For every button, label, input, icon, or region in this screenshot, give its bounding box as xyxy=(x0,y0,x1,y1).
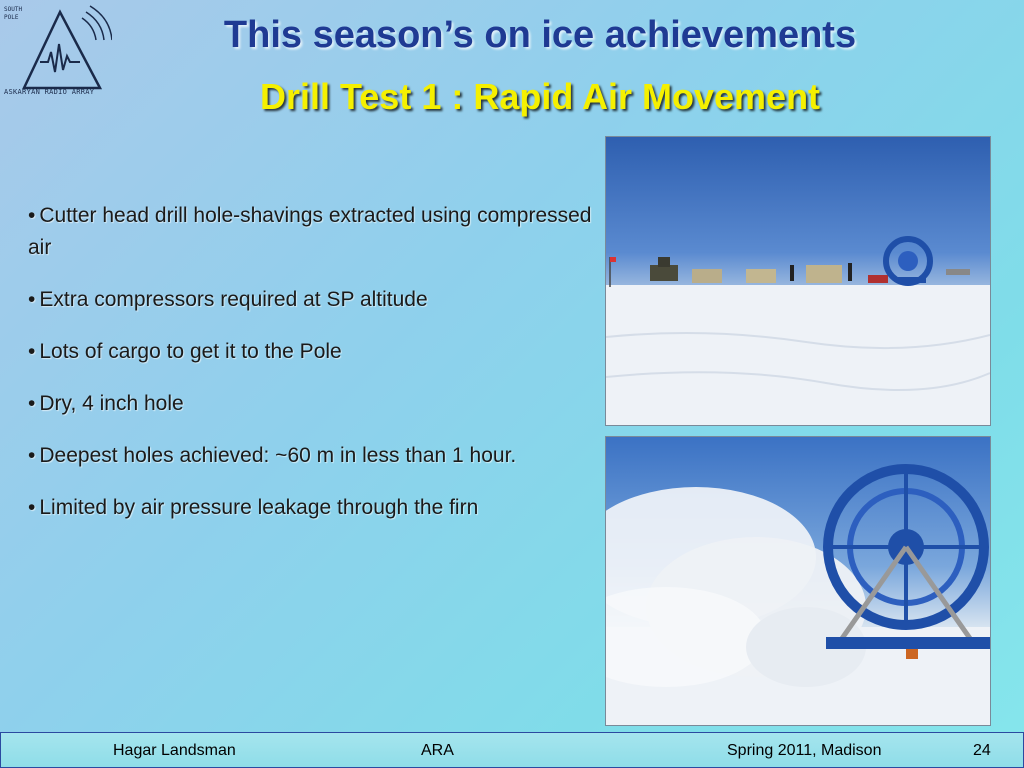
bullet-text: Dry, 4 inch hole xyxy=(39,392,184,415)
drill-convoy-illustration xyxy=(606,137,990,425)
bullet-text: Extra compressors required at SP altitude xyxy=(39,288,428,311)
hose-reel-illustration xyxy=(606,437,990,725)
slide-footer xyxy=(0,732,1024,768)
bullet-item xyxy=(28,200,603,264)
bullet-item xyxy=(28,492,603,524)
footer-page-number: 24 xyxy=(973,742,991,759)
bullet-text: Lots of cargo to get it to the Pole xyxy=(39,340,342,363)
footer-event: Spring 2011, Madison xyxy=(727,742,882,759)
drill-convoy-photo xyxy=(605,136,991,426)
bullet-text: Cutter head drill hole-shavings extracted using compressed air xyxy=(28,204,592,259)
footer-author: Hagar Landsman xyxy=(113,742,236,759)
ara-logo-triangle-icon xyxy=(4,4,112,100)
bullet-dot: • xyxy=(28,496,36,519)
bullet-dot: • xyxy=(28,204,36,227)
bullet-item xyxy=(28,336,603,368)
bullet-dot: • xyxy=(28,444,36,467)
bullet-item xyxy=(28,388,603,420)
bullet-dot: • xyxy=(28,392,36,415)
bullet-dot: • xyxy=(28,340,36,363)
logo-side-text: SOUTH POLE xyxy=(4,6,23,21)
slide-title: This season’s on ice achievements xyxy=(223,14,857,56)
bullet-list xyxy=(28,200,603,544)
bullet-text: Limited by air pressure leakage through the firn xyxy=(39,496,479,519)
footer-project: ARA xyxy=(421,742,454,759)
hose-reel-photo xyxy=(605,436,991,726)
logo-bottom-text: ASKARYAN RADIO ARRAY xyxy=(4,88,95,96)
slide-subtitle: Drill Test 1 : Rapid Air Movement xyxy=(259,76,821,117)
bullet-item xyxy=(28,440,603,472)
bullet-dot: • xyxy=(28,288,36,311)
bullet-text: Deepest holes achieved: ~60 m in less than 1 hour. xyxy=(39,444,517,467)
bullet-item xyxy=(28,284,603,316)
